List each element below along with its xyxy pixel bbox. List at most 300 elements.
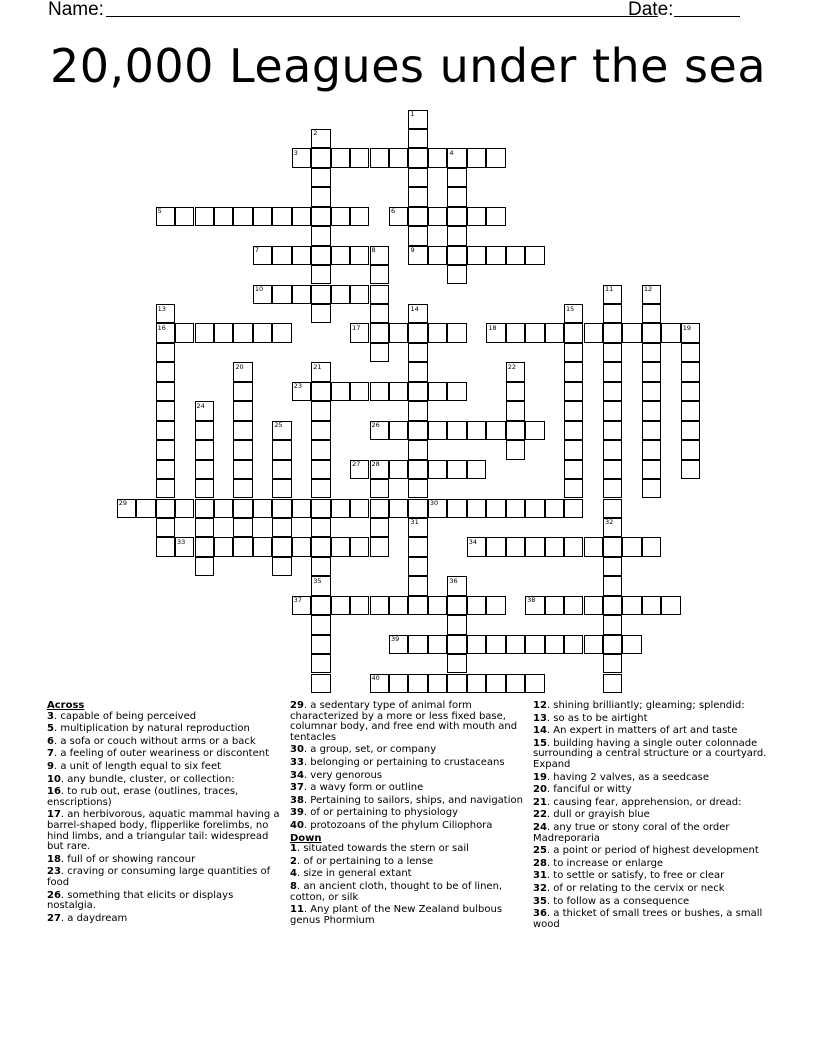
- grid-cell[interactable]: [331, 246, 350, 265]
- grid-cell[interactable]: [642, 596, 661, 615]
- grid-cell[interactable]: [408, 226, 427, 245]
- grid-cell[interactable]: [486, 207, 505, 226]
- grid-cell[interactable]: [311, 246, 330, 265]
- grid-cell[interactable]: [350, 207, 369, 226]
- grid-cell[interactable]: [661, 596, 680, 615]
- grid-cell[interactable]: [467, 207, 486, 226]
- grid-cell[interactable]: [214, 207, 233, 226]
- grid-cell[interactable]: [681, 460, 700, 479]
- grid-cell[interactable]: [233, 421, 252, 440]
- grid-cell[interactable]: [428, 635, 447, 654]
- grid-clue-number: 17: [352, 323, 361, 332]
- grid-cell[interactable]: [311, 537, 330, 556]
- clue-number: 7: [47, 748, 54, 760]
- grid-cell[interactable]: [447, 635, 466, 654]
- grid-cell[interactable]: [564, 382, 583, 401]
- grid-cell[interactable]: [447, 265, 466, 284]
- grid-cell[interactable]: [506, 537, 525, 556]
- clue-text: any true or stony coral of the order Madreporaria: [533, 821, 730, 844]
- grid-cell[interactable]: [156, 362, 175, 381]
- grid-cell[interactable]: [486, 537, 505, 556]
- grid-cell[interactable]: [389, 674, 408, 693]
- grid-cell[interactable]: [311, 499, 330, 518]
- grid-cell[interactable]: [603, 674, 622, 693]
- grid-cell[interactable]: [311, 401, 330, 420]
- grid-cell[interactable]: [370, 285, 389, 304]
- grid-cell[interactable]: [545, 635, 564, 654]
- grid-cell[interactable]: [389, 499, 408, 518]
- grid-cell[interactable]: [603, 362, 622, 381]
- grid-cell[interactable]: [175, 207, 194, 226]
- grid-cell[interactable]: [214, 537, 233, 556]
- grid-cell[interactable]: [428, 460, 447, 479]
- grid-cell[interactable]: [311, 168, 330, 187]
- grid-cell[interactable]: [467, 421, 486, 440]
- grid-cell[interactable]: [350, 148, 369, 167]
- grid-cell[interactable]: [525, 537, 544, 556]
- grid-cell[interactable]: [486, 246, 505, 265]
- grid-cell[interactable]: [136, 499, 155, 518]
- clue-item: 14. An expert in matters of art and taste: [533, 725, 738, 737]
- grid-cell[interactable]: [350, 596, 369, 615]
- grid-cell[interactable]: [311, 304, 330, 323]
- grid-cell[interactable]: [603, 635, 622, 654]
- grid-cell[interactable]: [622, 323, 641, 342]
- grid-cell[interactable]: [545, 323, 564, 342]
- grid-cell[interactable]: [408, 421, 427, 440]
- grid-cell[interactable]: [233, 440, 252, 459]
- clue-number: 22: [533, 809, 547, 821]
- grid-cell[interactable]: [272, 207, 291, 226]
- grid-cell[interactable]: [253, 499, 272, 518]
- grid-cell[interactable]: [564, 460, 583, 479]
- grid-cell[interactable]: [603, 596, 622, 615]
- grid-cell[interactable]: [467, 635, 486, 654]
- grid-cell[interactable]: [506, 246, 525, 265]
- grid-cell[interactable]: [156, 421, 175, 440]
- clue-item: 26. something that elicits or displays nostalgia.: [47, 889, 234, 912]
- grid-cell[interactable]: [370, 148, 389, 167]
- grid-cell[interactable]: [447, 382, 466, 401]
- grid-cell[interactable]: [428, 596, 447, 615]
- grid-cell[interactable]: [195, 518, 214, 537]
- grid-cell[interactable]: [253, 537, 272, 556]
- grid-cell[interactable]: [408, 440, 427, 459]
- grid-cell[interactable]: [408, 674, 427, 693]
- grid-cell[interactable]: [486, 499, 505, 518]
- grid-cell[interactable]: [545, 596, 564, 615]
- grid-clue-number: 39: [391, 635, 400, 644]
- grid-cell[interactable]: [545, 499, 564, 518]
- grid-cell[interactable]: [272, 479, 291, 498]
- clue-item: 5. multiplication by natural reproduction: [47, 723, 250, 735]
- grid-cell[interactable]: [292, 537, 311, 556]
- grid-cell[interactable]: [195, 440, 214, 459]
- grid-cell[interactable]: [564, 343, 583, 362]
- grid-cell[interactable]: [156, 537, 175, 556]
- grid-cell[interactable]: [233, 323, 252, 342]
- grid-cell[interactable]: [603, 479, 622, 498]
- grid-cell[interactable]: [428, 148, 447, 167]
- clue-item: 15. building having a single outer colonnade surrounding a central structure or a courtyard. Expand: [533, 737, 767, 770]
- grid-cell[interactable]: [156, 343, 175, 362]
- grid-cell[interactable]: [564, 421, 583, 440]
- grid-cell[interactable]: [370, 537, 389, 556]
- grid-cell[interactable]: [584, 537, 603, 556]
- grid-cell[interactable]: [311, 207, 330, 226]
- grid-cell[interactable]: [603, 537, 622, 556]
- grid-cell[interactable]: [408, 537, 427, 556]
- clue-text: craving or consuming large quantities of food: [47, 866, 271, 888]
- grid-cell[interactable]: [408, 129, 427, 148]
- grid-cell[interactable]: [408, 343, 427, 362]
- grid-cell[interactable]: [506, 401, 525, 420]
- grid-cell[interactable]: [622, 635, 641, 654]
- grid-cell[interactable]: [428, 207, 447, 226]
- grid-cell[interactable]: [584, 635, 603, 654]
- grid-cell[interactable]: [603, 615, 622, 634]
- grid-cell[interactable]: [525, 635, 544, 654]
- grid-cell[interactable]: [408, 596, 427, 615]
- grid-cell[interactable]: [506, 382, 525, 401]
- grid-clue-number: 29: [118, 499, 127, 507]
- grid-cell[interactable]: [253, 207, 272, 226]
- grid-cell[interactable]: [292, 499, 311, 518]
- grid-cell[interactable]: [506, 323, 525, 342]
- grid-cell[interactable]: [603, 557, 622, 576]
- grid-cell[interactable]: [272, 460, 291, 479]
- grid-cell[interactable]: [311, 187, 330, 206]
- grid-cell[interactable]: [564, 635, 583, 654]
- grid-cell[interactable]: [622, 596, 641, 615]
- grid-cell[interactable]: [272, 285, 291, 304]
- grid-cell[interactable]: [331, 285, 350, 304]
- grid-cell[interactable]: [564, 440, 583, 459]
- grid-cell[interactable]: [447, 207, 466, 226]
- grid-cell[interactable]: [642, 479, 661, 498]
- grid-cell[interactable]: [214, 323, 233, 342]
- grid-cell[interactable]: [447, 596, 466, 615]
- grid-cell[interactable]: [195, 421, 214, 440]
- grid-cell[interactable]: [408, 401, 427, 420]
- grid-cell[interactable]: [408, 362, 427, 381]
- grid-cell[interactable]: [447, 674, 466, 693]
- grid-cell[interactable]: [584, 596, 603, 615]
- grid-cell[interactable]: [428, 246, 447, 265]
- grid-cell[interactable]: [642, 401, 661, 420]
- grid-cell[interactable]: [467, 148, 486, 167]
- grid-cell[interactable]: [370, 265, 389, 284]
- clue-item: 24. any true or stony coral of the order Madreporaria: [533, 821, 730, 844]
- clue-number: 21: [533, 796, 547, 808]
- grid-cell[interactable]: [428, 382, 447, 401]
- grid-cell[interactable]: [467, 460, 486, 479]
- grid-cell[interactable]: [447, 246, 466, 265]
- grid-cell[interactable]: [681, 382, 700, 401]
- grid-cell[interactable]: [408, 460, 427, 479]
- grid-cell[interactable]: [506, 635, 525, 654]
- grid-cell[interactable]: [506, 674, 525, 693]
- grid-cell[interactable]: [603, 421, 622, 440]
- grid-cell[interactable]: [428, 674, 447, 693]
- grid-cell[interactable]: [272, 440, 291, 459]
- grid-cell[interactable]: [467, 596, 486, 615]
- grid-cell[interactable]: [389, 323, 408, 342]
- grid-cell[interactable]: [408, 635, 427, 654]
- grid-cell[interactable]: [447, 323, 466, 342]
- grid-cell[interactable]: [311, 285, 330, 304]
- clue-item: 34. very genorous: [290, 769, 383, 781]
- grid-cell[interactable]: [408, 168, 427, 187]
- grid-cell[interactable]: [156, 499, 175, 518]
- grid-cell[interactable]: [350, 246, 369, 265]
- grid-cell[interactable]: [564, 401, 583, 420]
- grid-cell[interactable]: [331, 148, 350, 167]
- grid-cell[interactable]: [331, 596, 350, 615]
- grid-cell[interactable]: [233, 207, 252, 226]
- grid-cell[interactable]: [447, 615, 466, 634]
- clue-number: 19: [533, 771, 547, 783]
- grid-cell[interactable]: [486, 635, 505, 654]
- grid-cell[interactable]: [311, 460, 330, 479]
- clue-text: Pertaining to sailors, ships, and navigation: [310, 794, 523, 806]
- grid-cell[interactable]: [272, 557, 291, 576]
- grid-cell[interactable]: [370, 304, 389, 323]
- grid-cell[interactable]: [506, 440, 525, 459]
- grid-cell[interactable]: [584, 323, 603, 342]
- grid-cell[interactable]: [311, 148, 330, 167]
- clue-number: 24: [533, 821, 547, 833]
- clue-number: 37: [290, 782, 304, 794]
- grid-cell[interactable]: [564, 479, 583, 498]
- grid-cell[interactable]: [370, 518, 389, 537]
- clue-number: 29: [290, 700, 304, 711]
- grid-cell[interactable]: [156, 401, 175, 420]
- grid-cell[interactable]: [408, 148, 427, 167]
- grid-cell[interactable]: [447, 499, 466, 518]
- grid-cell[interactable]: [506, 421, 525, 440]
- grid-cell[interactable]: [350, 285, 369, 304]
- clue-number: 31: [533, 870, 547, 882]
- grid-cell[interactable]: [389, 596, 408, 615]
- grid-cell[interactable]: [681, 440, 700, 459]
- grid-cell[interactable]: [603, 499, 622, 518]
- grid-cell[interactable]: [642, 362, 661, 381]
- grid-cell[interactable]: [389, 148, 408, 167]
- grid-cell[interactable]: [311, 557, 330, 576]
- grid-cell[interactable]: [272, 246, 291, 265]
- grid-cell[interactable]: [311, 421, 330, 440]
- grid-cell[interactable]: [311, 440, 330, 459]
- grid-cell[interactable]: [681, 421, 700, 440]
- grid-cell[interactable]: [642, 460, 661, 479]
- grid-cell[interactable]: [311, 518, 330, 537]
- grid-cell[interactable]: [156, 479, 175, 498]
- grid-cell[interactable]: [486, 421, 505, 440]
- grid-cell[interactable]: [389, 382, 408, 401]
- grid-cell[interactable]: [467, 499, 486, 518]
- grid-cell[interactable]: [156, 382, 175, 401]
- grid-clue-number: 1: [410, 110, 415, 118]
- grid-cell[interactable]: [214, 499, 233, 518]
- grid-cell[interactable]: [156, 460, 175, 479]
- grid-cell[interactable]: [195, 499, 214, 518]
- grid-cell[interactable]: [681, 362, 700, 381]
- grid-cell[interactable]: [642, 440, 661, 459]
- grid-cell[interactable]: [486, 674, 505, 693]
- grid-cell[interactable]: [233, 460, 252, 479]
- grid-cell[interactable]: [408, 187, 427, 206]
- grid-cell[interactable]: [506, 499, 525, 518]
- grid-cell[interactable]: [447, 421, 466, 440]
- grid-cell[interactable]: [603, 304, 622, 323]
- clue-number: 23: [47, 866, 61, 878]
- grid-cell[interactable]: [447, 654, 466, 673]
- grid-cell[interactable]: [175, 499, 194, 518]
- grid-cell[interactable]: [486, 596, 505, 615]
- grid-cell[interactable]: [408, 499, 427, 518]
- grid-cell[interactable]: [292, 285, 311, 304]
- grid-cell[interactable]: [642, 421, 661, 440]
- grid-cell[interactable]: [603, 382, 622, 401]
- down-clue-list-continued: [533, 701, 769, 930]
- grid-cell[interactable]: [292, 207, 311, 226]
- clue-text: very genorous: [310, 769, 383, 781]
- grid-cell[interactable]: [195, 323, 214, 342]
- clue-text: to rub out, erase (outlines, traces, enscriptions): [47, 786, 239, 808]
- grid-cell[interactable]: [603, 460, 622, 479]
- grid-cell[interactable]: [311, 654, 330, 673]
- grid-cell[interactable]: [311, 596, 330, 615]
- grid-cell[interactable]: [370, 596, 389, 615]
- grid-cell[interactable]: [564, 323, 583, 342]
- grid-cell[interactable]: [370, 382, 389, 401]
- clue-text: something that elicits or displays nostalgia.: [47, 889, 234, 912]
- grid-cell[interactable]: [408, 323, 427, 342]
- grid-cell[interactable]: [603, 401, 622, 420]
- grid-clue-number: 31: [410, 518, 419, 527]
- grid-cell[interactable]: [331, 207, 350, 226]
- grid-cell[interactable]: [370, 479, 389, 498]
- grid-cell[interactable]: [467, 674, 486, 693]
- grid-cell[interactable]: [350, 537, 369, 556]
- grid-cell[interactable]: [311, 382, 330, 401]
- grid-cell[interactable]: [486, 148, 505, 167]
- grid-cell[interactable]: [233, 401, 252, 420]
- grid-cell[interactable]: [311, 265, 330, 284]
- grid-cell[interactable]: [195, 460, 214, 479]
- grid-cell[interactable]: [350, 382, 369, 401]
- grid-cell[interactable]: [564, 362, 583, 381]
- grid-cell[interactable]: [408, 207, 427, 226]
- grid-cell[interactable]: [525, 674, 544, 693]
- grid-cell[interactable]: [642, 537, 661, 556]
- grid-cell[interactable]: [408, 557, 427, 576]
- grid-cell[interactable]: [525, 499, 544, 518]
- grid-cell[interactable]: [525, 323, 544, 342]
- grid-cell[interactable]: [525, 246, 544, 265]
- grid-cell[interactable]: [156, 440, 175, 459]
- grid-cell[interactable]: [408, 576, 427, 595]
- grid-cell[interactable]: [370, 323, 389, 342]
- grid-cell[interactable]: [311, 226, 330, 245]
- grid-cell[interactable]: [156, 518, 175, 537]
- grid-cell[interactable]: [331, 382, 350, 401]
- grid-cell[interactable]: [233, 518, 252, 537]
- grid-cell[interactable]: [195, 537, 214, 556]
- grid-cell[interactable]: [564, 499, 583, 518]
- grid-cell[interactable]: [195, 207, 214, 226]
- grid-cell[interactable]: [681, 401, 700, 420]
- grid-cell[interactable]: [272, 499, 291, 518]
- grid-cell[interactable]: [545, 537, 564, 556]
- grid-cell[interactable]: [350, 499, 369, 518]
- grid-cell[interactable]: [195, 479, 214, 498]
- grid-cell[interactable]: [642, 343, 661, 362]
- grid-cell[interactable]: [642, 323, 661, 342]
- grid-cell[interactable]: [331, 537, 350, 556]
- grid-cell[interactable]: [311, 674, 330, 693]
- grid-cell[interactable]: [642, 382, 661, 401]
- grid-cell[interactable]: [603, 440, 622, 459]
- grid-cell[interactable]: [175, 323, 194, 342]
- grid-cell[interactable]: [389, 460, 408, 479]
- grid-cell[interactable]: [428, 421, 447, 440]
- grid-cell[interactable]: [603, 654, 622, 673]
- grid-cell[interactable]: [408, 479, 427, 498]
- grid-cell[interactable]: [603, 323, 622, 342]
- grid-cell[interactable]: [564, 596, 583, 615]
- grid-cell[interactable]: [389, 421, 408, 440]
- grid-cell[interactable]: [272, 323, 291, 342]
- grid-cell[interactable]: [622, 537, 641, 556]
- grid-cell[interactable]: [467, 246, 486, 265]
- grid-cell[interactable]: [447, 226, 466, 245]
- grid-cell[interactable]: [311, 479, 330, 498]
- grid-cell[interactable]: [681, 343, 700, 362]
- grid-cell[interactable]: [233, 479, 252, 498]
- grid-cell[interactable]: [408, 382, 427, 401]
- grid-cell[interactable]: [564, 537, 583, 556]
- grid-cell[interactable]: [642, 304, 661, 323]
- grid-cell[interactable]: [428, 323, 447, 342]
- grid-cell[interactable]: [292, 246, 311, 265]
- grid-cell[interactable]: [603, 343, 622, 362]
- grid-cell[interactable]: [447, 168, 466, 187]
- grid-cell[interactable]: [233, 537, 252, 556]
- grid-cell[interactable]: [525, 421, 544, 440]
- clue-item: 23. craving or consuming large quantities of food: [47, 866, 271, 888]
- grid-cell[interactable]: [233, 382, 252, 401]
- grid-cell[interactable]: [311, 615, 330, 634]
- grid-cell[interactable]: [272, 537, 291, 556]
- grid-cell[interactable]: [447, 187, 466, 206]
- clue-number: 39: [290, 807, 304, 819]
- grid-cell[interactable]: [661, 323, 680, 342]
- grid-cell[interactable]: [331, 499, 350, 518]
- grid-cell[interactable]: [272, 518, 291, 537]
- grid-cell[interactable]: [447, 460, 466, 479]
- clues-column-1: [47, 701, 283, 926]
- grid-cell[interactable]: [233, 499, 252, 518]
- grid-cell[interactable]: [370, 499, 389, 518]
- grid-cell[interactable]: [370, 343, 389, 362]
- grid-cell[interactable]: [253, 323, 272, 342]
- grid-cell[interactable]: [311, 635, 330, 654]
- down-clue-list: [290, 844, 526, 926]
- grid-cell[interactable]: [603, 576, 622, 595]
- grid-cell[interactable]: [195, 557, 214, 576]
